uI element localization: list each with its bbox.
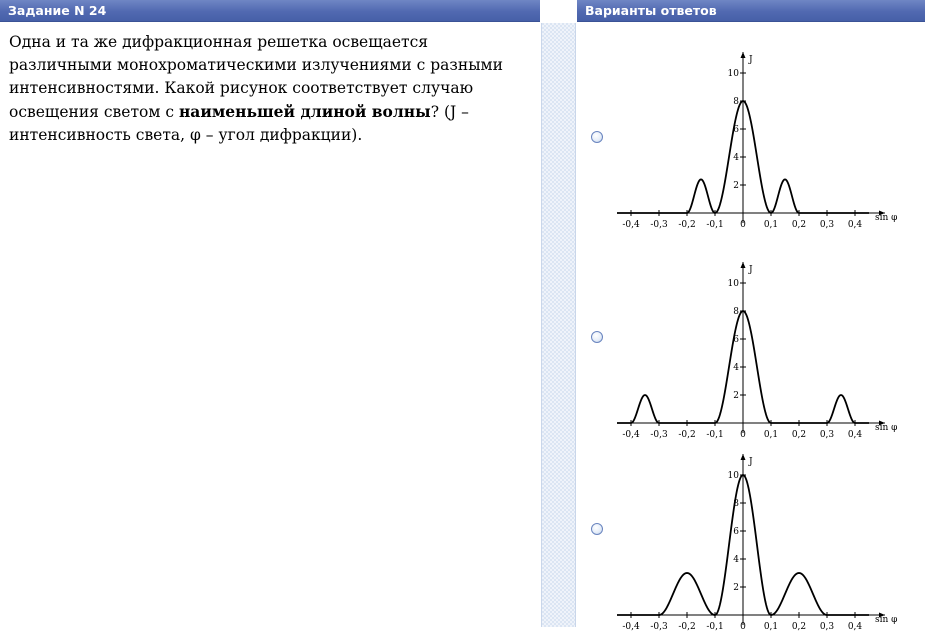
x-tick-label: 0,3 <box>819 430 835 440</box>
y-tick-label: 4 <box>733 363 739 373</box>
x-tick-label: -0,2 <box>678 220 696 230</box>
x-tick-label: -0,4 <box>622 622 640 632</box>
y-tick-label: 4 <box>733 555 739 565</box>
y-tick-label: 2 <box>733 391 739 401</box>
y-axis-label: J <box>749 457 753 467</box>
x-tick-label: 0,3 <box>819 622 835 632</box>
answers-title: Варианты ответов <box>585 3 717 18</box>
answer-option-3-radio[interactable] <box>591 523 603 535</box>
x-tick-label: 0,2 <box>791 622 807 632</box>
y-tick-label: 10 <box>727 279 739 289</box>
answers-header <box>577 0 925 22</box>
y-axis-label: J <box>749 55 753 65</box>
x-tick-label: -0,4 <box>622 430 640 440</box>
y-axis-arrow <box>741 52 746 58</box>
x-tick-label: 0,1 <box>763 430 779 440</box>
x-axis-label: sin φ <box>875 615 898 625</box>
header-gap <box>540 0 577 22</box>
y-axis-arrow <box>741 262 746 268</box>
answer-option-2-chart <box>615 258 905 448</box>
x-tick-label: -0,4 <box>622 220 640 230</box>
question-text-part2: ? (J – интенсивность света, φ – угол дифракции). <box>9 103 469 144</box>
y-tick-label: 2 <box>733 181 739 191</box>
x-tick-label: 0,1 <box>763 220 779 230</box>
panel-divider[interactable] <box>541 23 576 627</box>
y-tick-label: 10 <box>727 69 739 79</box>
question-text <box>9 31 534 147</box>
y-tick-label: 4 <box>733 153 739 163</box>
x-tick-label: -0,1 <box>706 430 724 440</box>
x-tick-label: 0,2 <box>791 220 807 230</box>
answer-option-3-chart <box>615 450 905 640</box>
y-axis-label: J <box>749 265 753 275</box>
x-tick-label: 0 <box>740 622 746 632</box>
x-tick-label: 0,4 <box>847 622 863 632</box>
y-tick-label: 6 <box>733 527 739 537</box>
x-tick-label: 0 <box>740 430 746 440</box>
x-axis-label: sin φ <box>875 423 898 433</box>
x-tick-label: 0,2 <box>791 430 807 440</box>
x-tick-label: -0,2 <box>678 430 696 440</box>
y-tick-label: 2 <box>733 583 739 593</box>
x-tick-label: -0,2 <box>678 622 696 632</box>
y-tick-label: 6 <box>733 335 739 345</box>
answer-option-1-radio[interactable] <box>591 131 603 143</box>
x-tick-label: -0,3 <box>650 430 668 440</box>
x-tick-label: 0,1 <box>763 622 779 632</box>
task-header <box>0 0 540 22</box>
y-axis-arrow <box>741 454 746 460</box>
y-tick-label: 10 <box>727 471 739 481</box>
question-text-part1: Одна и та же дифракционная решетка освещается различными монохроматическими излучениями с разными интенсивностями. Какой рисунок соответствует случаю освещения светом с <box>9 33 503 121</box>
x-tick-label: -0,3 <box>650 622 668 632</box>
task-title: Задание N 24 <box>8 3 107 18</box>
x-tick-label: 0,4 <box>847 430 863 440</box>
y-tick-label: 6 <box>733 125 739 135</box>
y-tick-label: 8 <box>733 307 739 317</box>
x-tick-label: 0,3 <box>819 220 835 230</box>
x-tick-label: -0,3 <box>650 220 668 230</box>
y-tick-label: 8 <box>733 499 739 509</box>
x-axis-label: sin φ <box>875 213 898 223</box>
question-emphasis: наименьшей длиной волны <box>178 102 431 121</box>
y-tick-label: 8 <box>733 97 739 107</box>
x-tick-label: -0,1 <box>706 622 724 632</box>
x-tick-label: -0,1 <box>706 220 724 230</box>
answer-option-2-radio[interactable] <box>591 331 603 343</box>
x-tick-label: 0 <box>740 220 746 230</box>
x-tick-label: 0,4 <box>847 220 863 230</box>
answer-option-1-chart <box>615 48 905 238</box>
